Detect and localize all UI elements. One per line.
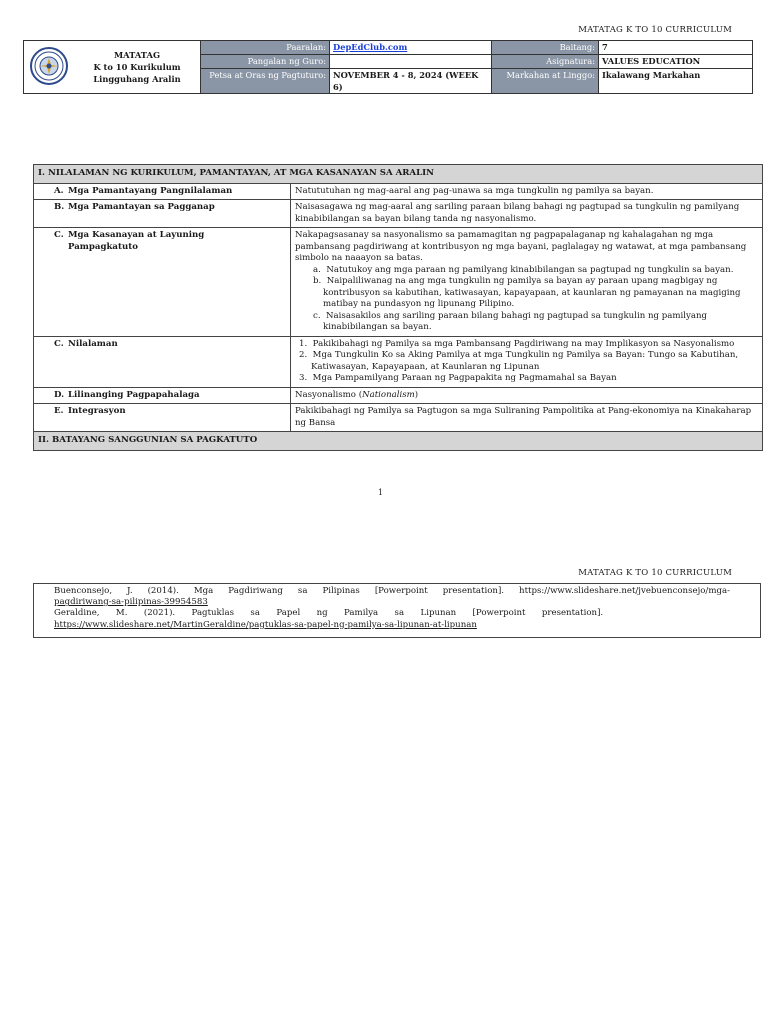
row-c2-label	[34, 336, 291, 387]
row-letter: C.	[54, 230, 64, 240]
row-c1-label	[34, 228, 291, 337]
petsa-label: Petsa at Oras ng Pagtuturo:	[201, 69, 330, 94]
table-row	[34, 183, 763, 200]
lesson-header-table	[23, 40, 753, 94]
markahan-label: Markahan at Linggo:	[492, 69, 599, 94]
row-a-content: Natututuhan ng mag-aaral ang pag-unawa sa mga tungkulin ng pamilya sa bayan.	[291, 183, 763, 200]
section-1-heading: I. NILALAMAN NG KURIKULUM, PAMANTAYAN, AT MGA KASANAYAN SA ARALIN	[34, 165, 763, 184]
list-item: c. Naisasakilos ang sariling paraan bilang bahagi ng pagtupad sa tungkulin ng pamilyang kinabibilangan sa bayan.	[313, 310, 708, 332]
guro-label: Pangalan ng Guro:	[201, 55, 330, 69]
markahan-value: Ikalawang Markahan	[599, 69, 753, 94]
list-item: a. Natutukoy ang mga paraan ng pamilyang kinabibilangan sa pagtupad ng tungkulin sa bayan.	[313, 264, 734, 275]
row-label-text: Nilalaman	[68, 338, 118, 349]
row-label-text: Lilinanging Pagpapahalaga	[68, 389, 200, 400]
petsa-value: NOVEMBER 4 - 8, 2024 (WEEK 6)	[330, 69, 492, 94]
asignatura-value: VALUES EDUCATION	[599, 55, 753, 69]
row-b-label	[34, 200, 291, 228]
row-letter: E.	[54, 406, 64, 416]
paaralan-label: Paaralan:	[201, 41, 330, 55]
row-label-text: Mga Pamantayan sa Pagganap	[68, 202, 215, 212]
title-line-1: MATATAG	[113, 50, 161, 60]
guro-value	[330, 55, 492, 69]
row-label-text: Mga Kasanayan at Layuning	[68, 230, 205, 240]
section-2-heading: II. BATAYANG SANGGUNIAN SA PAGKATUTO	[34, 432, 763, 451]
row-e-label	[34, 404, 291, 432]
logo-cell	[24, 41, 75, 94]
table-row	[34, 200, 763, 228]
reference-line: Geraldine, M. (2021). Pagtuklas sa Papel ng Pamilya sa Lipunan [Powerpoint presentation].	[54, 608, 604, 619]
baitang-value: 7	[599, 41, 753, 55]
asignatura-label: Asignatura:	[492, 55, 599, 69]
row-e-content: Pakikibahagi ng Pamilya sa Pagtugon sa mga Suliraning Pampolitika at Pang-ekonomiya na Kinakaharap ng Bansa	[291, 404, 763, 432]
reference-line: Buenconsejo, J. (2014). Mga Pagdiriwang sa Pilipinas [Powerpoint presentation]. https://www.slideshare.net/jvebuenconsejo/mga-	[54, 586, 730, 596]
curriculum-table	[33, 164, 763, 451]
list-item: 3. Mga Pampamilyang Paraan ng Pagpapakita ng Pagmamahal sa Bayan	[299, 373, 617, 383]
row-d-content: Nasyonalismo (Nationalism)	[291, 387, 763, 404]
deped-seal-icon	[29, 46, 69, 86]
table-row	[34, 228, 763, 337]
reference-link[interactable]: pagdiriwang-sa-pilipinas-39954583	[54, 597, 208, 608]
row-b-content: Naisasagawa ng mag-aaral ang sariling paraan bilang bahagi ng pagtupad sa tungkulin ng pamilyang kinabibilangan sa bayan bilang tanda ng nasyonalismo.	[291, 200, 763, 228]
table-row	[34, 404, 763, 432]
row-label-text: Pampagkatuto	[68, 241, 138, 252]
lesson-title	[74, 41, 201, 94]
row-letter: B.	[54, 202, 65, 212]
row-a-label	[34, 183, 291, 200]
page-number: 1	[378, 488, 384, 497]
list-item: b. Naipaliliwanag na ang mga tungkulin ng pamilya sa bayan ay paraan upang magbigay ng kontribusyon sa kabutihan, katiwasayan, kapayapaan, at kaunlaran ng pamayanan na magiging matibay na pundasyon ng lipunang Pilipino.	[313, 276, 741, 309]
curriculum-label-page-2: MATATAG K TO 10 CURRICULUM	[578, 568, 732, 578]
baitang-label: Baitang:	[492, 41, 599, 55]
table-row	[34, 387, 763, 404]
row-letter: C.	[54, 338, 64, 349]
row-d-label	[34, 387, 291, 404]
references-box	[33, 583, 761, 638]
row-letter: A.	[54, 185, 64, 196]
paaralan-value	[330, 41, 492, 55]
row-letter: D.	[54, 389, 65, 400]
title-line-2: K to 10 Kurikulum	[93, 62, 181, 72]
row-label-text: Mga Pamantayang Pangnilalaman	[68, 185, 233, 196]
list-item: 2. Mga Tungkulin Ko sa Aking Pamilya at mga Tungkulin ng Pamilya sa Bayan: Tungo sa Kabutihan, Katiwasayan, Kapayapaan, at Kaunlaran ng Lipunan	[299, 350, 739, 372]
reference-link[interactable]: https://www.slideshare.net/MartinGeraldine/pagtuklas-sa-papel-ng-pamilya-sa-lipunan-at-lipunan	[54, 619, 477, 630]
table-row	[34, 336, 763, 387]
row-label-text: Integrasyon	[68, 406, 126, 416]
title-line-3: Lingguhang Aralin	[93, 74, 181, 84]
list-item: 1. Pakikibahagi ng Pamilya sa mga Pambansang Pagdiriwang na may Implikasyon sa Nasyonalismo	[299, 338, 735, 349]
curriculum-label: MATATAG K TO 10 CURRICULUM	[578, 25, 732, 35]
school-link[interactable]: DepEdClub.com	[333, 42, 408, 52]
skills-intro: Nakapagsasanay sa nasyonalismo sa pamamagitan ng pagpapalaganap ng kahalagahan ng mga pambansang pagdiriwang at kontribusyon ng mga bayani, paglalagay ng watawat, at mga pambansang simbolo na naaayon sa batas.	[295, 230, 747, 263]
row-c1-content	[291, 228, 763, 337]
row-c2-content	[291, 336, 763, 387]
